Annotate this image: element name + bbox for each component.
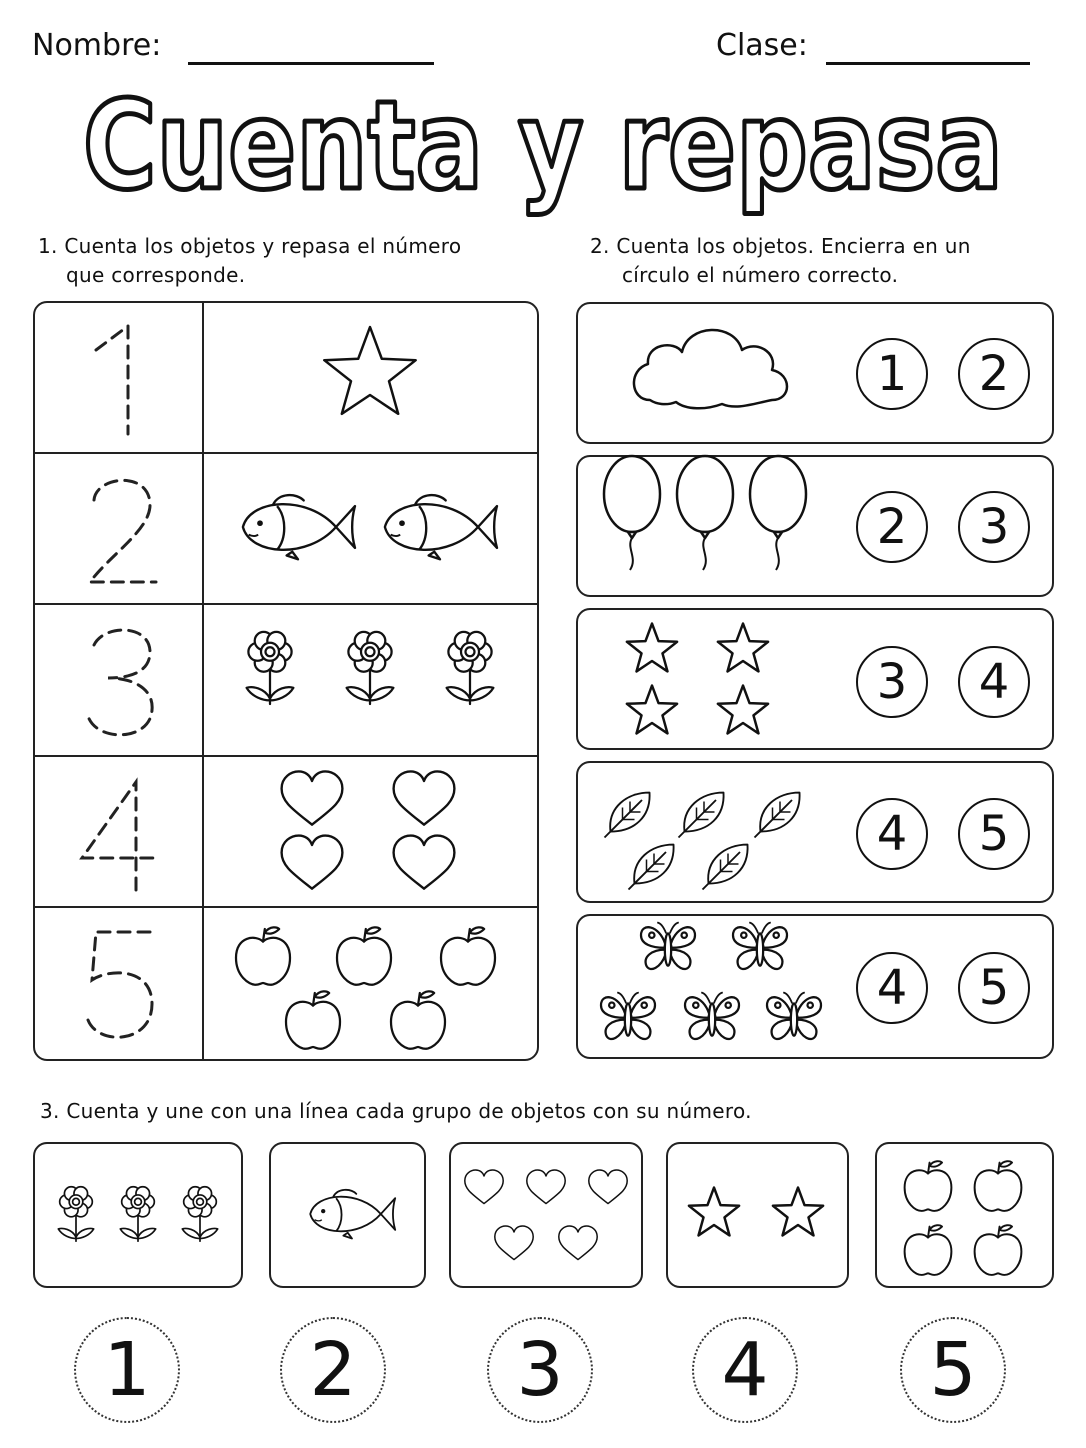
flower-icon <box>447 632 494 704</box>
section2-instruction-line1: 2. Cuenta los objetos. Encierra en un <box>590 234 971 258</box>
star-icon <box>627 686 677 734</box>
flower-icon <box>247 632 294 704</box>
fish-icon <box>243 495 355 559</box>
cloud-icon <box>634 330 787 408</box>
heart-icon <box>394 772 455 825</box>
choice-5-option-b[interactable]: 5 <box>958 952 1030 1024</box>
flower-icon <box>347 632 394 704</box>
match-number-3[interactable]: 3 <box>487 1317 593 1423</box>
choice-2-option-a[interactable]: 2 <box>856 491 928 563</box>
butterfly-icon <box>641 923 695 969</box>
choice-3-option-a[interactable]: 3 <box>856 646 928 718</box>
flower-icon <box>120 1187 155 1241</box>
match-number-2[interactable]: 2 <box>280 1317 386 1423</box>
section3-instruction: 3. Cuenta y une con una línea cada grupo de objetos con su número. <box>40 1099 752 1123</box>
fish-icon <box>310 1190 395 1239</box>
leaf-icon <box>755 793 800 838</box>
apple-icon <box>975 1225 1022 1275</box>
heart-icon <box>465 1170 503 1204</box>
apple-icon <box>391 991 445 1048</box>
heart-icon <box>559 1226 597 1260</box>
fish-icon <box>385 495 497 559</box>
match-number-5[interactable]: 5 <box>900 1317 1006 1423</box>
apple-icon <box>286 991 340 1048</box>
star-icon <box>324 327 415 414</box>
balloon-icon <box>604 456 660 570</box>
heart-icon <box>282 772 343 825</box>
choice-4-option-b[interactable]: 5 <box>958 798 1030 870</box>
flower-icon <box>58 1187 93 1241</box>
balloon-icon <box>677 456 733 570</box>
choice-3-option-b[interactable]: 4 <box>958 646 1030 718</box>
choice-5-option-a[interactable]: 4 <box>856 952 928 1024</box>
choice-1-option-b[interactable]: 2 <box>958 338 1030 410</box>
choice-1-option-a[interactable]: 1 <box>856 338 928 410</box>
apple-icon <box>441 927 495 984</box>
butterfly-icon <box>767 993 821 1039</box>
heart-icon <box>282 836 343 889</box>
apple-icon <box>236 927 290 984</box>
star-icon <box>689 1188 739 1236</box>
choice-4-option-a[interactable]: 4 <box>856 798 928 870</box>
match-number-1[interactable]: 1 <box>74 1317 180 1423</box>
butterfly-icon <box>601 993 655 1039</box>
star-icon <box>773 1188 823 1236</box>
apple-icon <box>905 1225 952 1275</box>
heart-icon <box>589 1170 627 1204</box>
leaf-icon <box>679 793 724 838</box>
section1-instruction-line2: que corresponde. <box>66 263 246 287</box>
apple-icon <box>975 1161 1022 1211</box>
heart-icon <box>527 1170 565 1204</box>
choice-2-option-b[interactable]: 3 <box>958 491 1030 563</box>
star-icon <box>718 686 768 734</box>
page-title: Cuenta y repasa <box>83 75 1003 217</box>
star-icon <box>627 624 677 672</box>
name-label: Nombre: <box>32 28 162 63</box>
class-label: Clase: <box>716 28 808 63</box>
apple-icon <box>337 927 391 984</box>
butterfly-icon <box>733 923 787 969</box>
leaf-icon <box>703 845 748 890</box>
heart-icon <box>394 836 455 889</box>
section1-instruction-line1: 1. Cuenta los objetos y repasa el número <box>38 234 462 258</box>
star-icon <box>718 624 768 672</box>
match-number-4[interactable]: 4 <box>692 1317 798 1423</box>
leaf-icon <box>629 845 674 890</box>
leaf-icon <box>605 793 650 838</box>
butterfly-icon <box>685 993 739 1039</box>
section2-instruction-line2: círculo el número correcto. <box>622 263 899 287</box>
balloon-icon <box>750 456 806 570</box>
apple-icon <box>905 1161 952 1211</box>
flower-icon <box>182 1187 217 1241</box>
heart-icon <box>495 1226 533 1260</box>
